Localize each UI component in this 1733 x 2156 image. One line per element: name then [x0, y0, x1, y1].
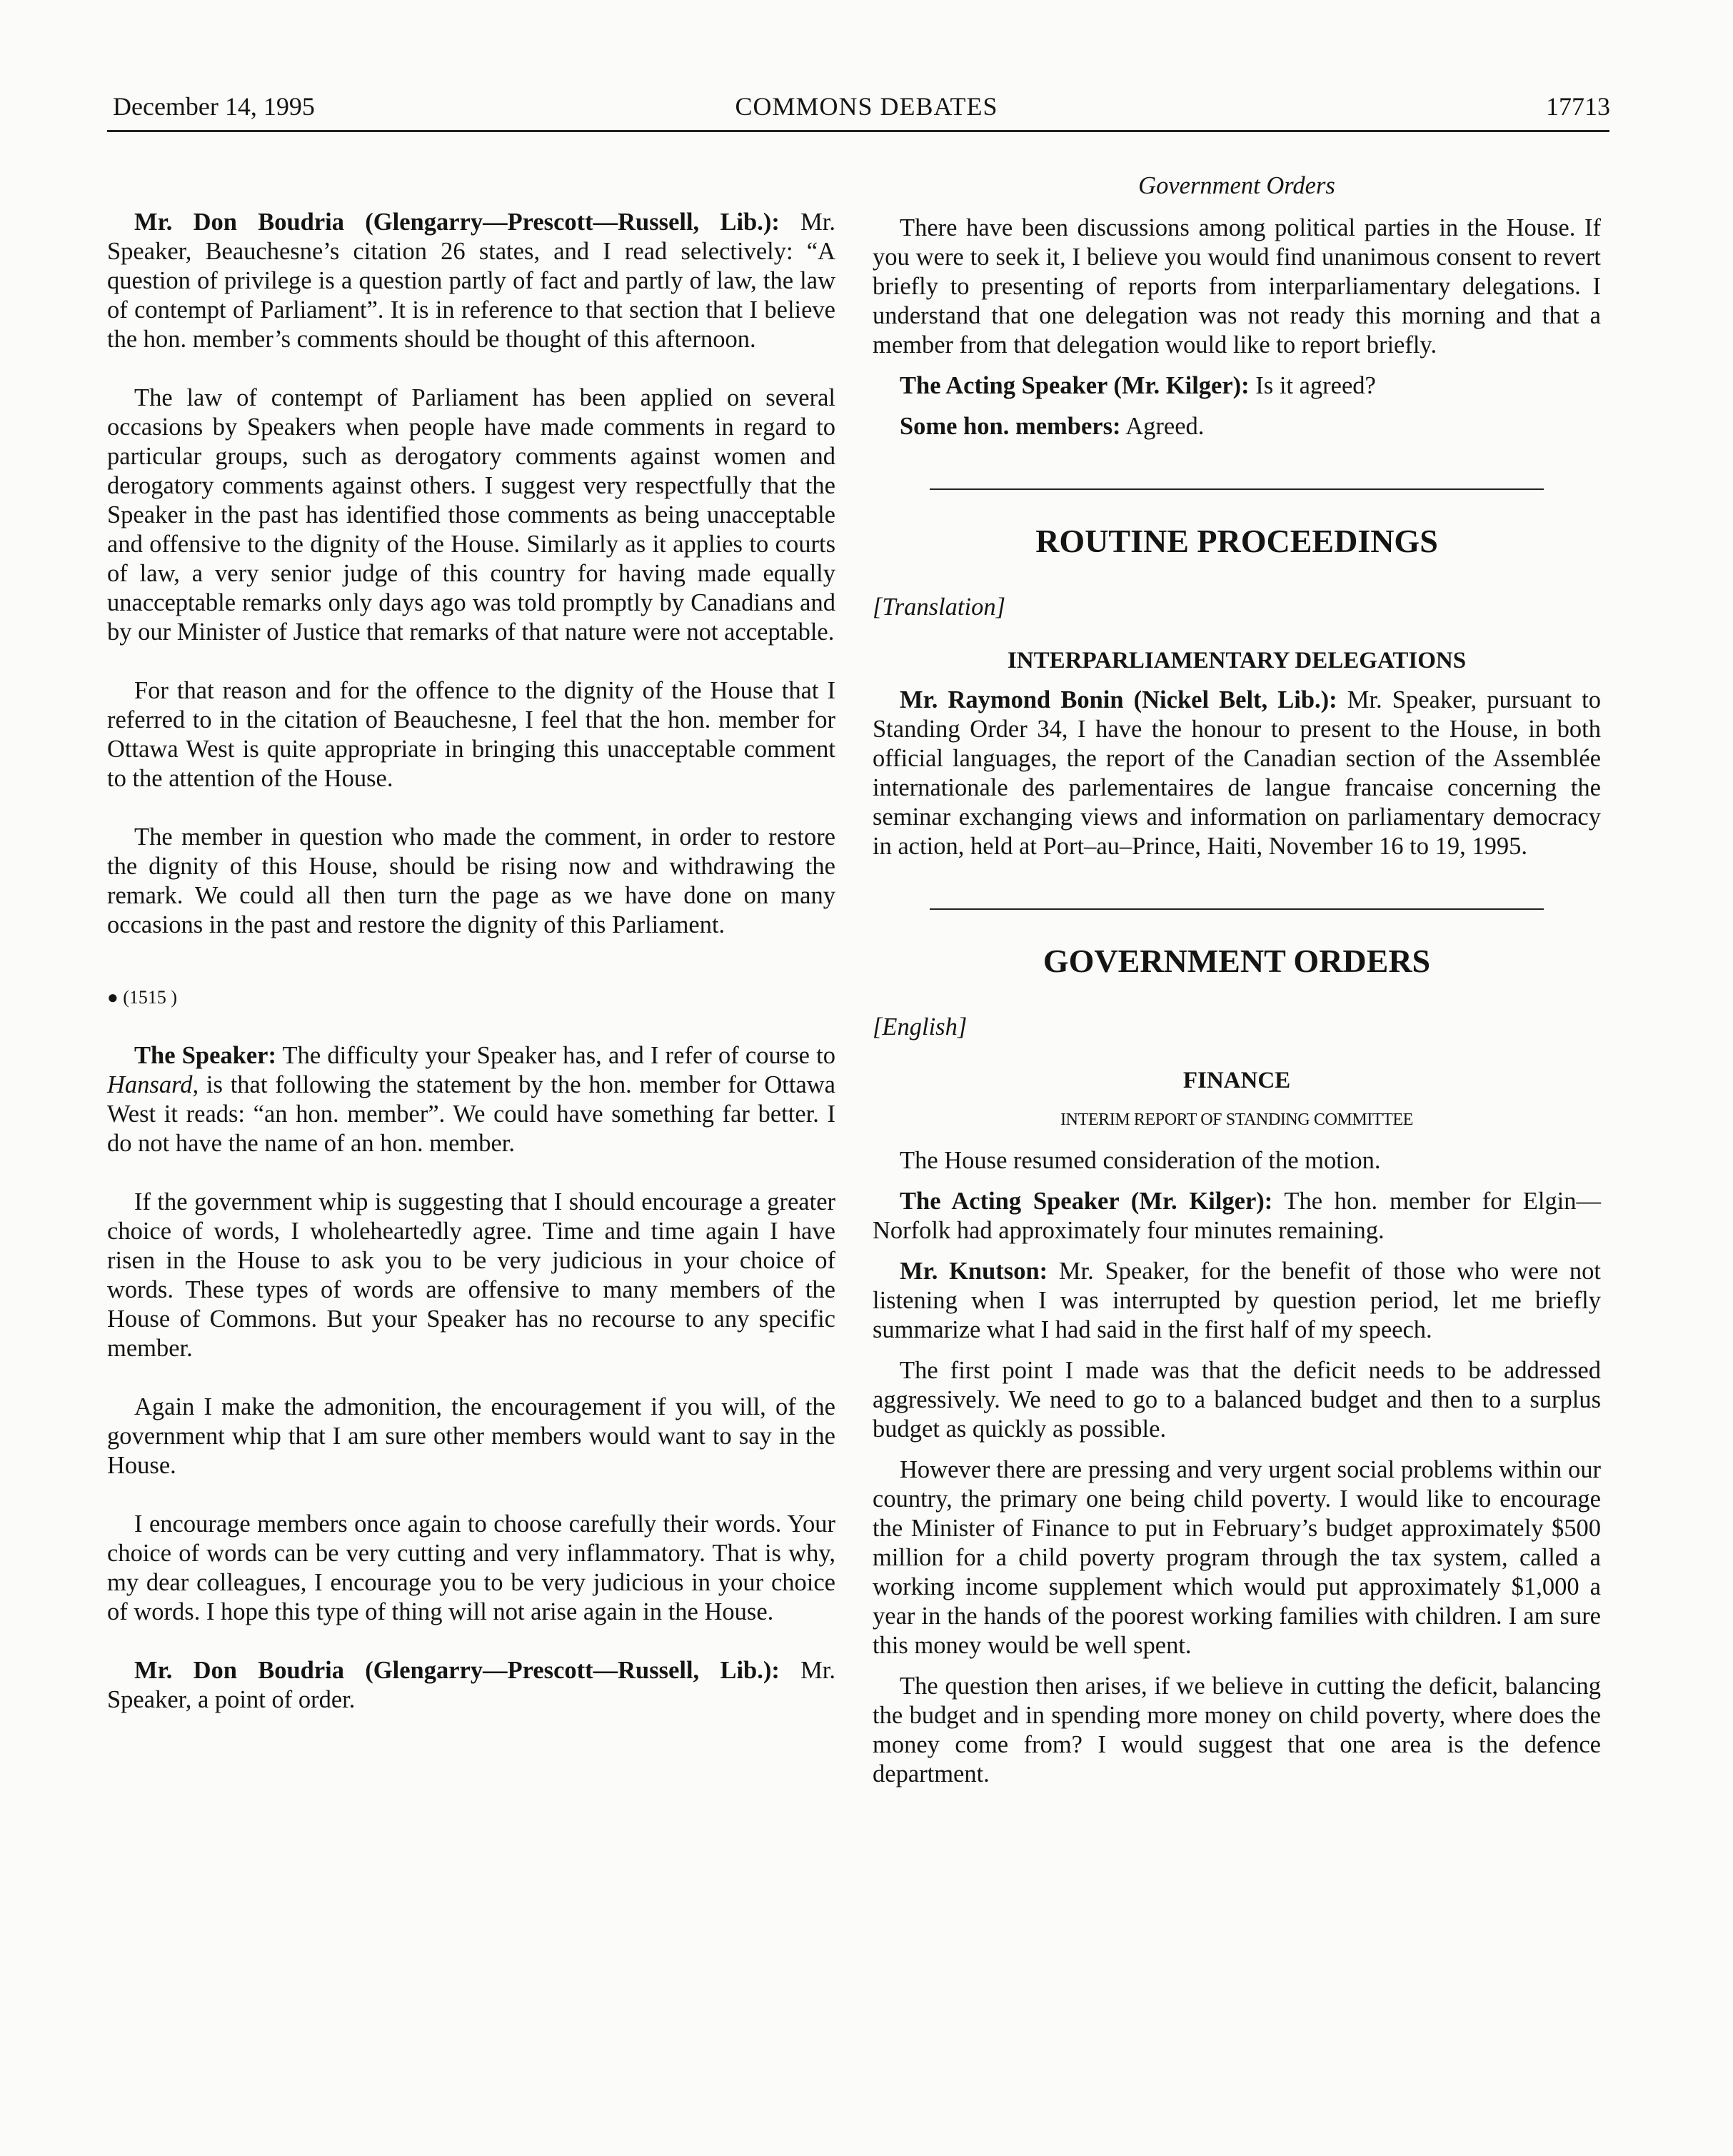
paragraph: The Speaker: The difficulty your Speaker has, and I refer of course to Hansard, is that following the statement by the hon. member for Ottawa West it reads: “an hon. member”. We could have something far better. I do not have the name of an hon. member. [107, 1042, 836, 1157]
subheading: FINANCE [1182, 1068, 1291, 1093]
section-heading: GOVERNMENT ORDERS [1043, 943, 1431, 979]
right-column [873, 171, 1601, 1789]
subheading: INTERPARLIAMENTARY DELEGATIONS [1007, 648, 1467, 673]
paragraph: The Acting Speaker (Mr. Kilger): The hon. member for Elgin—Norfolk had approximately four minutes remaining. [873, 1188, 1601, 1244]
paragraph: The first point I made was that the deficit needs to be addressed aggressively. We need to go to a balanced budget and then to a surplus budget as quickly as possible. [873, 1357, 1601, 1443]
speaker-name: Mr. Knutson: [900, 1258, 1048, 1285]
section-rule [930, 488, 1544, 490]
header-rule [107, 130, 1609, 132]
paragraph: For that reason and for the offence to the dignity of the House that I referred to in the citation of Beauchesne, I feel that the hon. member for Ottawa West is quite appropriate in bringing this unacceptable comment to the attention of the House. [107, 677, 835, 792]
paragraph: The law of contempt of Parliament has been applied on several occasions by Speakers when people have made comments in regard to particular groups, such as derogatory comments against women and derogatory comments against others. I suggest very respectfully that the Speaker in the past has identified those comments as being unacceptable and offensive to the dignity of the House. Similarly as it applies to courts of law, a very senior judge of this country for having made equally unacceptable remarks only days ago was told promptly by Canadians and by our Minister of Justice that remarks of that nature were not acceptable. [107, 384, 835, 646]
speaker-name: Mr. Don Boudria (Glengarry—Prescott—Russell, Lib.): [134, 209, 780, 236]
paragraph: The House resumed consideration of the motion. [900, 1147, 1381, 1174]
paragraph: The Acting Speaker (Mr. Kilger): Is it agreed? [900, 372, 1376, 399]
paragraph: The question then arises, if we believe in cutting the deficit, balancing the budget and in spending more money on child poverty, where does the money come from? I would suggest that one area is the defence department. [873, 1673, 1601, 1788]
paragraph: Mr. Don Boudria (Glengarry—Prescott—Russell, Lib.): Mr. Speaker, a point of order. [107, 1657, 836, 1713]
page-number: 17713 [1546, 92, 1610, 121]
running-head: Government Orders [1138, 172, 1335, 199]
speaker-name: Mr. Raymond Bonin (Nickel Belt, Lib.): [900, 686, 1337, 713]
paragraph: The member in question who made the comment, in order to restore the dignity of this House, should be rising now and withdrawing the remark. We could all then turn the page as we have done on many occasions in the past and restore the dignity of this Parliament. [107, 823, 835, 938]
paragraph: I encourage members once again to choose carefully their words. Your choice of words can be very cutting and very inflammatory. That is why, my dear colleagues, I encourage you to be very judicious in your choice of words. I hope this type of thing will not arise again in the House. [107, 1510, 835, 1625]
speaker-name: The Speaker: [134, 1042, 276, 1069]
time-marker: ● (1515 ) [107, 987, 178, 1008]
speaker-name: The Acting Speaker (Mr. Kilger): [900, 372, 1250, 399]
header-date: December 14, 1995 [113, 92, 315, 121]
paragraph: Again I make the admonition, the encouragement if you will, of the government whip that I am sure other members would want to say in the House. [107, 1393, 835, 1479]
speaker-name: Some hon. members: [900, 413, 1121, 440]
sub-subheading: INTERIM REPORT OF STANDING COMMITTEE [1060, 1110, 1413, 1129]
speaker-name: Mr. Don Boudria (Glengarry—Prescott—Russell, Lib.): [134, 1657, 780, 1684]
paragraph: Mr. Raymond Bonin (Nickel Belt, Lib.): Mr. Speaker, pursuant to Standing Order 34, I have the honour to present to the House, in both official languages, the report of the Canadian section of the Assemblée internationale des parlementaires de langue francaise concerning the seminar exchanging views and information on parliamentary democracy in action, held at Port–au–Prince, Haiti, November 16 to 19, 1995. [873, 686, 1601, 860]
paragraph: If the government whip is suggesting that I should encourage a greater choice of words, I wholeheartedly agree. Time and time again I have risen in the House to ask you to be very judicious in your choice of words. These types of words are offensive to many members of the House of Commons. But your Speaker has no recourse to any specific member. [107, 1188, 835, 1362]
section-heading: ROUTINE PROCEEDINGS [1035, 523, 1438, 559]
publication-title: COMMONS DEBATES [735, 92, 998, 121]
section-rule [930, 908, 1544, 910]
paragraph: Some hon. members: Agreed. [900, 413, 1205, 440]
paragraph: However there are pressing and very urgent social problems within our country, the primary one being child poverty. I would like to encourage the Minister of Finance to put in February’s budget approximately $500 million for a child poverty program through the tax system, called a working income supplement which would put approximately $1,000 a year in the hands of the poorest working families with children. I am sure this money would be well spent. [873, 1456, 1601, 1659]
paragraph: Mr. Knutson: Mr. Speaker, for the benefit of those who were not listening when I was interrupted by question period, let me briefly summarize what I had said in the first half of my speech. [873, 1258, 1601, 1343]
paragraph: Mr. Don Boudria (Glengarry—Prescott—Russell, Lib.): Mr. Speaker, Beauchesne’s citation 26 states, and I read selectively: “A question of privilege is a question partly of fact and partly of law, the law of contempt of Parliament”. It is in reference to that section that I believe the hon. member’s comments should be thought of this afternoon. [107, 209, 836, 353]
speaker-name: The Acting Speaker (Mr. Kilger): [900, 1188, 1273, 1215]
language-tag: [English] [873, 1013, 968, 1041]
paragraph: There have been discussions among political parties in the House. If you were to seek it, I believe you would find unanimous consent to revert briefly to presenting of reports from interparliamentary delegations. I understand that one delegation was not ready this morning and that a member from that delegation would like to report briefly. [873, 214, 1601, 359]
language-tag: [Translation] [873, 593, 1005, 621]
left-column [107, 171, 835, 1715]
